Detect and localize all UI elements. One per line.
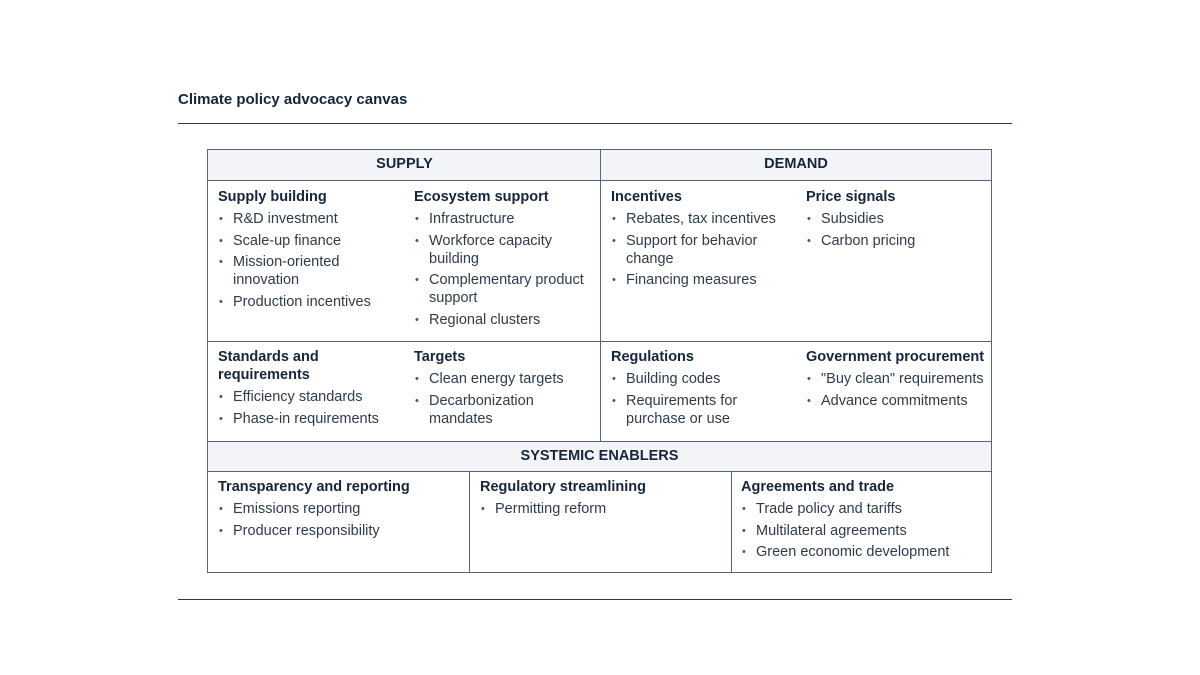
list-item: • Mission-oriented innovation: [218, 253, 398, 289]
top-rule: [178, 123, 1012, 124]
list-item: • Workforce capacity building: [414, 232, 596, 268]
list-item: • Regional clusters: [414, 311, 596, 329]
supply-header: SUPPLY: [208, 150, 601, 181]
cell-heading: Agreements and trade: [741, 479, 895, 495]
enablers-divider-1: [469, 472, 470, 572]
transparency-cell: [218, 478, 463, 543]
supply-building-cell: [218, 188, 398, 314]
targets-cell: [414, 348, 596, 431]
ecosystem-support-cell: [414, 188, 596, 332]
list-item: • Efficiency standards: [218, 388, 398, 406]
bullet-list: [480, 500, 725, 518]
incentives-cell: [611, 188, 791, 293]
list-item: • R&D investment: [218, 210, 398, 228]
supply-demand-divider: [600, 150, 601, 441]
demand-header: DEMAND: [601, 150, 991, 181]
list-item: • Permitting reform: [480, 500, 725, 518]
list-item: • Decarbonization mandates: [414, 392, 596, 428]
procurement-cell: [806, 348, 988, 413]
standards-cell: [218, 348, 398, 431]
regulations-cell: [611, 348, 791, 431]
list-item: • Production incentives: [218, 293, 398, 311]
streamlining-cell: [480, 478, 725, 522]
cell-heading: Incentives: [611, 189, 682, 205]
bullet-list: [414, 210, 596, 329]
list-item: • Scale-up finance: [218, 232, 398, 250]
list-item: • Infrastructure: [414, 210, 596, 228]
bullet-list: [806, 370, 988, 410]
bullet-list: [218, 500, 463, 540]
list-item: • Multilateral agreements: [741, 522, 986, 540]
bullet-list: [218, 388, 398, 428]
bullet-list: [611, 370, 791, 428]
enablers-header: SYSTEMIC ENABLERS: [208, 441, 991, 472]
list-item: • Green economic development: [741, 543, 986, 561]
list-item: • Clean energy targets: [414, 370, 596, 388]
enablers-divider-2: [731, 472, 732, 572]
row-divider: [208, 341, 991, 342]
cell-heading: Regulations: [611, 349, 694, 365]
cell-heading: Government procurement: [806, 349, 985, 365]
list-item: • Advance commitments: [806, 392, 988, 410]
cell-heading: Standards and requirements: [218, 349, 319, 383]
list-item: • Subsidies: [806, 210, 986, 228]
price-signals-cell: [806, 188, 986, 253]
list-item: • Producer responsibility: [218, 522, 463, 540]
agreements-cell: [741, 478, 986, 565]
list-item: • Carbon pricing: [806, 232, 986, 250]
list-item: • Phase-in requirements: [218, 410, 398, 428]
bullet-list: [611, 210, 791, 289]
list-item: • Support for behavior change: [611, 232, 791, 268]
list-item: • Financing measures: [611, 271, 791, 289]
policy-canvas: [207, 149, 992, 573]
bullet-list: [741, 500, 986, 561]
list-item: • Complementary product support: [414, 271, 596, 307]
cell-heading: Transparency and reporting: [218, 479, 410, 495]
cell-heading: Price signals: [806, 189, 896, 205]
cell-heading: Regulatory streamlining: [480, 479, 646, 495]
cell-heading: Ecosystem support: [414, 189, 549, 205]
bullet-list: [806, 210, 986, 250]
list-item: • Emissions reporting: [218, 500, 463, 518]
list-item: • Trade policy and tariffs: [741, 500, 986, 518]
list-item: • Rebates, tax incentives: [611, 210, 791, 228]
list-item: • Requirements for purchase or use: [611, 392, 791, 428]
page-title: Climate policy advocacy canvas: [178, 91, 408, 108]
bullet-list: [218, 210, 398, 311]
list-item: • "Buy clean" requirements: [806, 370, 988, 388]
list-item: • Building codes: [611, 370, 791, 388]
bullet-list: [414, 370, 596, 428]
cell-heading: Targets: [414, 349, 466, 365]
bottom-rule: [178, 599, 1012, 600]
cell-heading: Supply building: [218, 189, 327, 205]
